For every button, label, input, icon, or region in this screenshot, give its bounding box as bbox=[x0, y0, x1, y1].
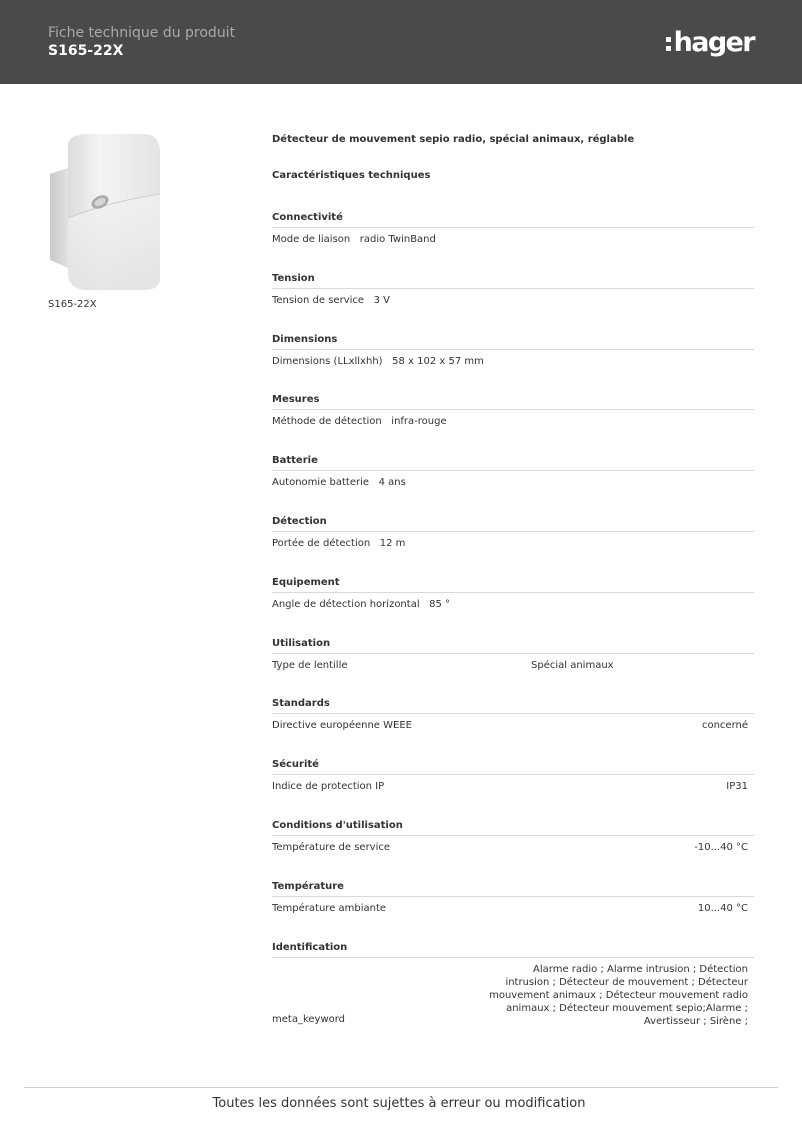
spec-row bbox=[272, 471, 754, 495]
spec-value: 12 m bbox=[379, 537, 406, 549]
spec-value: 4 ans bbox=[378, 477, 406, 489]
image-caption: S165-22X bbox=[48, 299, 97, 310]
section-mesures bbox=[272, 379, 754, 440]
spec-value: concerné bbox=[701, 720, 748, 732]
section-securite bbox=[272, 744, 754, 805]
section-equipement bbox=[272, 562, 754, 623]
section-title: Utilisation bbox=[272, 637, 754, 654]
spec-value: -10...40 °C bbox=[694, 841, 748, 853]
footer-disclaimer: Toutes les données sont sujettes à erreur ou modification bbox=[212, 1096, 586, 1111]
section-identification bbox=[272, 927, 754, 1032]
spec-row bbox=[272, 897, 754, 921]
spec-value: Spécial animaux bbox=[531, 659, 614, 671]
section-connectivite bbox=[272, 197, 754, 258]
spec-row bbox=[272, 654, 754, 678]
spec-row bbox=[272, 410, 754, 434]
spec-label: Directive européenne WEEE bbox=[272, 720, 412, 732]
spec-row bbox=[272, 958, 754, 1032]
section-title: Dimensions bbox=[272, 333, 754, 350]
section-title: Conditions d'utilisation bbox=[272, 819, 754, 836]
section-title: Equipement bbox=[272, 576, 754, 593]
section-detection bbox=[272, 501, 754, 562]
section-title: Température bbox=[272, 880, 754, 897]
section-title: Batterie bbox=[272, 454, 754, 471]
section-tension bbox=[272, 258, 754, 319]
header-subtitle: Fiche technique du produit bbox=[48, 25, 236, 41]
hager-logo bbox=[666, 22, 754, 62]
spec-label: Indice de protection IP bbox=[272, 781, 385, 793]
logo-text: hager bbox=[673, 26, 754, 58]
header-title: S165-22X bbox=[48, 43, 124, 59]
spec-value: infra-rouge bbox=[391, 416, 447, 428]
section-title: Mesures bbox=[272, 393, 754, 410]
spec-label: Dimensions (LLxllxhh) 58 x 102 x 57 mm bbox=[272, 355, 484, 367]
page-header bbox=[0, 0, 802, 84]
section-standards bbox=[272, 683, 754, 744]
spec-sections bbox=[272, 197, 754, 1032]
spec-row bbox=[272, 228, 754, 252]
spec-label: meta_keyword bbox=[272, 1013, 346, 1025]
spec-label: Température de service bbox=[272, 841, 391, 853]
section-title: Connectivité bbox=[272, 211, 754, 228]
spec-row bbox=[272, 289, 754, 313]
tech-characteristics-title: Caractéristiques techniques bbox=[272, 170, 431, 181]
section-batterie bbox=[272, 440, 754, 501]
spec-label: Mode de liaison radio TwinBand bbox=[272, 234, 436, 245]
spec-row bbox=[272, 593, 754, 617]
section-dimensions bbox=[272, 319, 754, 380]
spec-value: Alarme radio ; Alarme intrusion ; Détection intrusion ; Détecteur de mouvement ; Détecteur mouvement animaux ; Détecteur mouvement radio animaux ; Détecteur mouvement sepio;Alarme ; Avertisseur ; Sirène ; bbox=[489, 963, 748, 1027]
spec-label: Type de lentille bbox=[272, 659, 348, 671]
section-conditions-utilisation bbox=[272, 805, 754, 866]
spec-label: Température ambiante bbox=[272, 902, 387, 914]
section-title: Standards bbox=[272, 697, 754, 714]
spec-value: 58 x 102 x 57 mm bbox=[392, 355, 484, 367]
product-image bbox=[48, 132, 160, 292]
spec-label: Méthode de détection infra-rouge bbox=[272, 416, 447, 428]
spec-row bbox=[272, 775, 754, 799]
spec-value: 85 ° bbox=[429, 598, 451, 610]
spec-value: IP31 bbox=[726, 781, 748, 793]
section-utilisation bbox=[272, 623, 754, 684]
spec-row bbox=[272, 714, 754, 738]
spec-label: Tension de service 3 V bbox=[272, 294, 390, 306]
spec-value: 10...40 °C bbox=[697, 902, 748, 914]
section-title: Identification bbox=[272, 941, 754, 958]
spec-row bbox=[272, 532, 754, 556]
spec-row bbox=[272, 836, 754, 860]
spec-label: Angle de détection horizontal 85 ° bbox=[272, 598, 451, 610]
footer-divider bbox=[24, 1087, 778, 1088]
spec-value: radio TwinBand bbox=[359, 234, 436, 245]
spec-row bbox=[272, 350, 754, 374]
section-title: Tension bbox=[272, 272, 754, 289]
spec-label: Autonomie batterie 4 ans bbox=[272, 477, 406, 489]
product-description: Détecteur de mouvement sepio radio, spécial animaux, réglable bbox=[272, 134, 635, 145]
spec-label: Portée de détection 12 m bbox=[272, 537, 406, 549]
section-title: Détection bbox=[272, 515, 754, 532]
logo-colon-icon bbox=[666, 37, 671, 51]
section-temperature bbox=[272, 866, 754, 927]
section-title: Sécurité bbox=[272, 758, 754, 775]
spec-content bbox=[272, 133, 754, 1032]
spec-value: 3 V bbox=[373, 294, 390, 306]
